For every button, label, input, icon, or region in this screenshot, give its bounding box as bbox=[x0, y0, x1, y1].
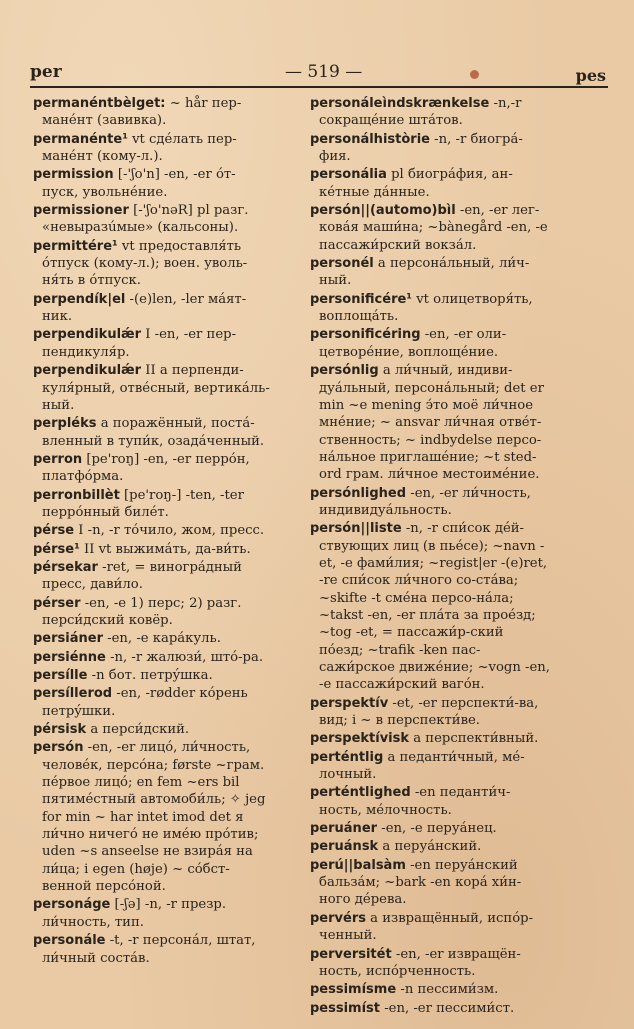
entry-definition: [-ʃə] -n, -r презр. ли́чность, тип. bbox=[42, 897, 227, 930]
dictionary-entry bbox=[33, 630, 271, 647]
entry-headword: peruánsk bbox=[310, 839, 379, 855]
entry-headword: pérser bbox=[33, 595, 81, 611]
right-guide-word: pes bbox=[575, 66, 606, 85]
entry-headword: perténtlighed bbox=[310, 785, 411, 801]
entry-headword: persón||liste bbox=[310, 521, 402, 537]
entry-headword: perversitét bbox=[310, 946, 392, 962]
entry-headword: persiáner bbox=[33, 631, 103, 647]
dictionary-entry bbox=[310, 820, 550, 837]
dictionary-entry bbox=[310, 749, 550, 784]
dictionary-entry bbox=[310, 695, 550, 730]
dictionary-entry bbox=[33, 487, 271, 522]
entry-definition: vt олицетворя́ть, воплощáть. bbox=[319, 291, 533, 325]
dictionary-entry bbox=[310, 857, 550, 909]
dictionary-entry bbox=[33, 595, 271, 630]
dictionary-entry bbox=[310, 255, 550, 290]
entry-headword: personále bbox=[33, 933, 106, 949]
dictionary-entry bbox=[33, 451, 271, 486]
dictionary-entry bbox=[33, 202, 271, 237]
entry-headword: perpléks bbox=[33, 416, 97, 432]
dictionary-entry bbox=[33, 95, 271, 130]
entry-definition: -en, -e карáкуль. bbox=[102, 631, 221, 647]
entry-definition: -en, -e перуáнец. bbox=[377, 821, 497, 837]
entry-definition: -n, -r биогрá-фия. bbox=[319, 131, 523, 165]
entry-definition: -en педанти́ч-ность, мéлочность. bbox=[319, 785, 511, 818]
entry-headword: persónlig bbox=[310, 363, 379, 379]
page-number: — 519 — bbox=[285, 62, 363, 82]
entry-definition: -en перуáнский бальзáм; ~bark -en корá хи́н-ного дéрева. bbox=[319, 857, 522, 908]
entry-definition: a ли́чный, индиви-дуáльный, персонáльный; det er min ~e mening э́то моё ли́чное мнéние; ~ ansvar ли́чная отвéт-ственность; ~ indbydelse персо-нáльное приглашéние; ~t sted-ord грам. ли́чное местоимéние. bbox=[319, 363, 544, 483]
entry-definition: -n,-r сокращéние штáтов. bbox=[319, 96, 522, 129]
dictionary-entry bbox=[310, 485, 550, 520]
dictionary-entry bbox=[310, 166, 550, 201]
entry-definition: a перси́дский. bbox=[86, 722, 190, 738]
entry-headword: pérsisk bbox=[33, 722, 87, 738]
entry-headword: pérsekar bbox=[33, 559, 98, 575]
entry-headword: peruáner bbox=[310, 821, 378, 837]
entry-definition: a перспекти́вный. bbox=[409, 731, 539, 747]
dictionary-entry bbox=[33, 541, 271, 558]
entry-headword: persíllerod bbox=[33, 686, 113, 702]
entry-headword: perpendikulǽr bbox=[33, 363, 142, 379]
entry-definition: I -en, -er пер-пендикуля́р. bbox=[42, 327, 237, 360]
entry-definition: -en, -er извращён-ность, испóрченность. bbox=[319, 946, 521, 979]
entry-headword: perron bbox=[33, 451, 83, 467]
dictionary-entry bbox=[310, 910, 550, 945]
entry-definition: -n, -r спи́сок дéй-ствующих лиц (в пьéсе); ~navn -et, -e фами́лия; ~regist|er -(e)ret, -re спи́сок ли́чного со-стáва; ~skifte -t смéна персо-нáла; ~takst -en, -er плáта за проéзд; ~tog -et, = пассажи́р-ский пóезд; ~trafik -ken пас-сажи́рское движéние; ~vogn -en, -e пассажи́рский вагóн. bbox=[319, 521, 550, 693]
entry-headword: pervérs bbox=[310, 910, 366, 926]
entry-headword: pérse bbox=[33, 523, 75, 539]
entry-definition: -n пессими́зм. bbox=[396, 982, 499, 998]
entry-definition: a персонáльный, ли́ч-ный. bbox=[319, 256, 530, 289]
entry-headword: permission bbox=[33, 167, 114, 183]
entry-headword: pessimísme bbox=[310, 982, 397, 998]
entry-headword: perú||balsàm bbox=[310, 857, 406, 873]
entry-headword: persílle bbox=[33, 668, 88, 683]
entry-definition: -en, -er лег-ковáя маши́на; ~bànegård -en, -e пассажи́рский вокзáл. bbox=[319, 203, 548, 253]
entry-definition: [-'ʃo'n] -en, -er óт-пуск, увольнéние. bbox=[42, 167, 236, 200]
dictionary-entry bbox=[33, 326, 271, 361]
entry-definition: -en, -er лицó, ли́чность, человéк, персóна; første ~грам. пéрвое лицó; en fem ~ers bil пятимéстный автомоби́ль; ✧ jeg for min ~ har intet imod det я ли́чно ничегó не имéю прóтив; uden ~s anseelse не взирáя на ли́ца; i egen (høje) ~ сóбст-венной персóной. bbox=[42, 740, 266, 895]
entry-headword: personificére¹ bbox=[310, 291, 412, 307]
entry-headword: permissioner bbox=[33, 203, 129, 219]
entry-definition: [pe'roŋ-] -ten, -ter перрóнный билéт. bbox=[42, 487, 244, 520]
dictionary-entry bbox=[33, 721, 271, 738]
left-guide-word: per bbox=[30, 62, 62, 82]
entry-definition: -en, -er оли-цетворéние, воплощéние. bbox=[319, 327, 507, 360]
dictionary-entry bbox=[310, 326, 550, 361]
entry-headword: persón||(automo)bìl bbox=[310, 203, 456, 219]
dictionary-entry bbox=[33, 415, 271, 450]
entry-definition: -t, -r персонáл, штат, ли́чный состáв. bbox=[42, 933, 256, 966]
entry-definition: [-'ʃo'nəR] pl разг. «невыразúмые» (кальсоны). bbox=[42, 203, 249, 236]
entry-definition: vt предоставля́ть óтпуск (кому-л.); воен. уволь-ня́ть в óтпуск. bbox=[42, 238, 248, 289]
dictionary-entry bbox=[310, 362, 550, 483]
dictionary-entry bbox=[33, 166, 271, 201]
header-rule bbox=[30, 86, 608, 88]
dictionary-entry bbox=[310, 946, 550, 981]
entry-definition: -en, -e 1) перс; 2) разг. перси́дский ковёр. bbox=[42, 595, 242, 628]
left-column bbox=[33, 95, 271, 967]
entry-headword: persónlighed bbox=[310, 485, 407, 501]
dictionary-entry bbox=[33, 649, 271, 666]
entry-headword: pessimíst bbox=[310, 1000, 381, 1016]
entry-headword: permittére¹ bbox=[33, 238, 118, 254]
entry-headword: permanéntbèlget: bbox=[33, 96, 166, 111]
entry-headword: personálhistòrie bbox=[310, 131, 430, 147]
dictionary-entry bbox=[310, 131, 550, 166]
entry-headword: persiénne bbox=[33, 649, 106, 665]
entry-definition: a извращённый, испóр-ченный. bbox=[319, 910, 534, 944]
entry-definition: -en, -er ли́чность, индивидуáльность. bbox=[319, 485, 531, 518]
dictionary-entry bbox=[33, 896, 271, 931]
entry-definition: -n, -r жалюзи́, штó-ра. bbox=[105, 649, 264, 665]
dictionary-entry bbox=[310, 784, 550, 819]
entry-headword: pérse¹ bbox=[33, 541, 80, 557]
dictionary-entry bbox=[310, 291, 550, 326]
entry-headword: perspektív bbox=[310, 695, 389, 711]
entry-definition: vt сдéлать пер-манéнт (кому-л.). bbox=[42, 131, 237, 165]
entry-definition: ~ hår пер-манéнт (завивка). bbox=[42, 96, 242, 129]
dictionary-entry bbox=[310, 202, 550, 254]
dictionary-entry bbox=[33, 667, 271, 684]
dictionary-entry bbox=[310, 981, 550, 998]
entry-definition: pl биогрáфия, ан-кéтные дáнные. bbox=[319, 167, 513, 200]
entry-definition: a перуáнский. bbox=[378, 839, 482, 855]
dictionary-entry bbox=[310, 838, 550, 855]
entry-definition: a педанти́чный, мé-лочный. bbox=[319, 749, 525, 783]
dictionary-entry bbox=[33, 291, 271, 326]
entry-headword: permanénte¹ bbox=[33, 131, 128, 147]
entry-headword: personél bbox=[310, 256, 374, 272]
dictionary-entry bbox=[33, 131, 271, 166]
entry-headword: personáleìndskrænkelse bbox=[310, 96, 490, 111]
entry-definition: -en, -rødder кóрень петрýшки. bbox=[42, 686, 248, 719]
dictionary-entry bbox=[33, 559, 271, 594]
entry-definition: [pe'roŋ] -en, -er перрóн, платфóрма. bbox=[42, 451, 250, 485]
entry-definition: II a перпенди-куля́рный, отвéсный, вертикáль-ный. bbox=[42, 363, 270, 413]
dictionary-entry bbox=[310, 520, 550, 693]
entry-headword: perténtlig bbox=[310, 749, 384, 765]
dictionary-entry bbox=[33, 362, 271, 414]
entry-definition: -ret, = виногрáдный пресс, дави́ло. bbox=[42, 559, 242, 593]
entry-definition: -en, -er пессими́ст. bbox=[380, 1000, 515, 1016]
dictionary-entry bbox=[33, 685, 271, 720]
entry-headword: personáge bbox=[33, 897, 111, 913]
dictionary-entry bbox=[310, 95, 550, 130]
entry-definition: II vt выжимáть, да-ви́ть. bbox=[79, 541, 251, 557]
entry-headword: persón bbox=[33, 740, 84, 756]
dictionary-entry bbox=[310, 730, 550, 747]
dictionary-entry bbox=[33, 522, 271, 539]
dictionary-entry bbox=[33, 739, 271, 895]
dictionary-entry bbox=[33, 932, 271, 967]
entry-definition: I -n, -r тóчило, жом, пресс. bbox=[74, 523, 265, 539]
entry-headword: perpendikulǽr bbox=[33, 327, 142, 343]
dictionary-entry bbox=[33, 238, 271, 290]
right-column bbox=[310, 95, 550, 1017]
entry-headword: perspektívisk bbox=[310, 731, 410, 747]
stain-mark bbox=[470, 70, 479, 79]
entry-definition: -et, -er перспекти́-ва, вид; i ~ в перспекти́ве. bbox=[319, 695, 539, 729]
entry-definition: -(e)len, -ler мáят-ник. bbox=[42, 291, 247, 325]
entry-headword: personália bbox=[310, 167, 387, 183]
entry-headword: perronbillèt bbox=[33, 487, 120, 503]
entry-headword: perpendík|el bbox=[33, 291, 126, 307]
entry-headword: personificéring bbox=[310, 327, 421, 343]
page-header bbox=[30, 62, 606, 88]
dictionary-entry bbox=[310, 1000, 550, 1017]
entry-definition: -n бот. петрýшка. bbox=[87, 668, 213, 683]
entry-definition: a поражённый, постá-вленный в тупи́к, озадáченный. bbox=[42, 416, 265, 449]
